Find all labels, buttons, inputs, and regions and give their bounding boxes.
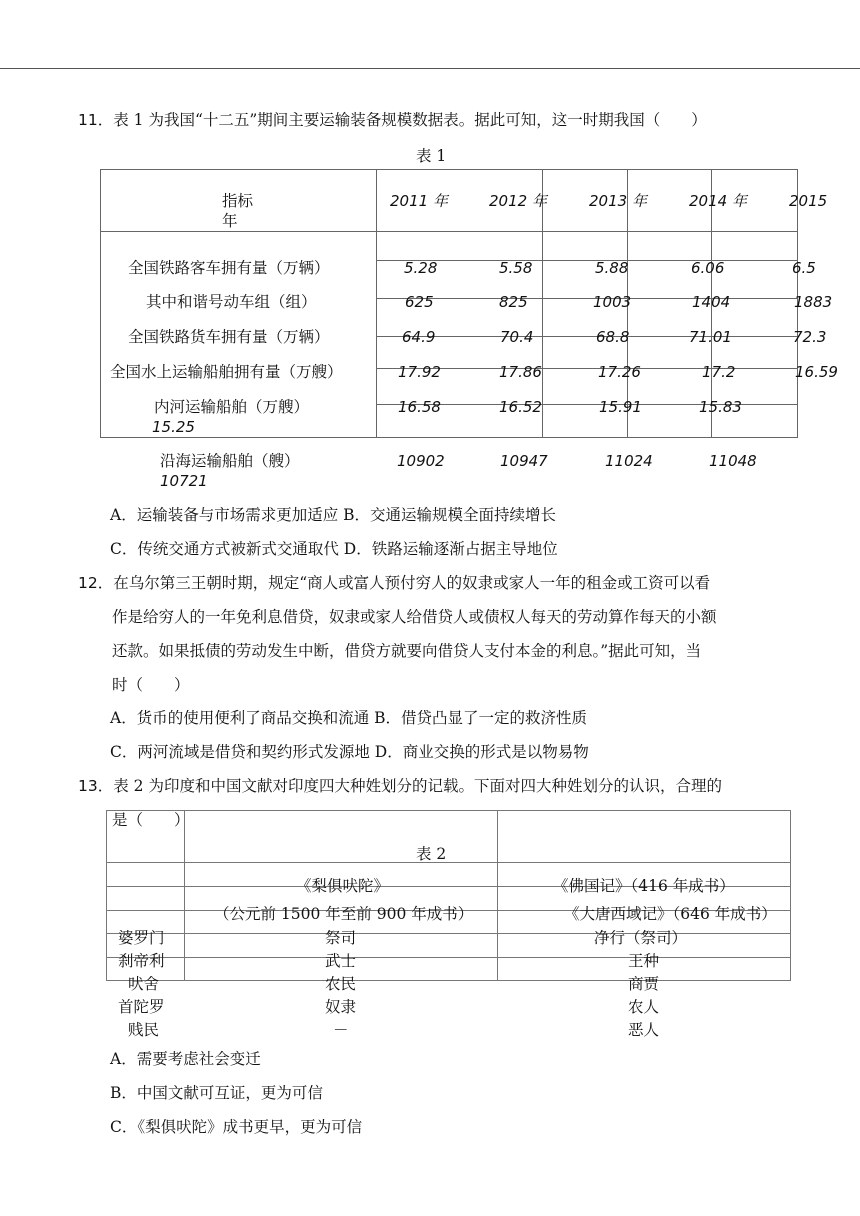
table1-cell: 6.06 [691,259,725,277]
year-header: 2013 年 [589,192,647,210]
q11-stem-text: 表 1 为我国“十二五”期间主要运输装备规模数据表。据此可知，这一时期我国（ ） [113,111,707,129]
table1-cell: 17.2 [702,363,736,381]
q12-stem-line: 作是给穷人的一年免利息借贷，奴隶或家人给借贷人或债权人每天的劳动算作每天的小额 [112,608,717,626]
table2-col1-subtitle: （公元前 1500 年至前 900 年成书） [214,905,474,923]
table1-cell: 68.8 [596,328,630,346]
table2-caste: 婆罗门 [118,929,165,947]
table1-cell: 16.52 [499,398,542,416]
table1-cell: 16.58 [398,398,441,416]
table2-col2-subtitle: 《大唐西域记》（646 年成书） [564,905,777,923]
q12-stem-line: 在乌尔第三王朝时期，规定“商人或富人预付穷人的奴隶或家人一年的租金或工资可以看 [113,574,711,592]
q12-number: 12． [78,574,114,592]
q13-option-a: A．需要考虑社会变迁 [110,1050,261,1068]
q12-stem-line: 还款。如果抵债的劳动发生中断，借贷方就要向借贷人支付本金的利息。”据此可知，当 [112,642,702,660]
q11-options-cd: C．传统交通方式被新式交通取代 D．铁路运输逐渐占据主导地位 [110,540,558,558]
table1-header-sublabel: 年 [222,212,238,230]
table1-row-label: 全国铁路客车拥有量（万辆） [128,259,330,277]
table2-caste: 刹帝利 [118,952,165,970]
q13-stem [78,776,722,796]
year-header: 2014 年 [689,192,747,210]
table1-header-label: 指标 [222,192,254,210]
table1-cell-overflow: 15.25 [152,418,195,436]
table1-cell: 1404 [692,293,731,311]
q12-options-cd: C．两河流域是借贷和契约形式发源地 D．商业交换的形式是以物易物 [110,743,589,761]
table1-cell: 72.3 [793,328,827,346]
table1-cell: 17.26 [598,363,641,381]
q13-number: 13． [78,777,114,795]
table1-cell: 825 [499,293,528,311]
table2-cell: 净行（祭司） [594,929,688,947]
table1-cell: 11024 [605,452,653,470]
table1-cell: 70.4 [500,328,534,346]
table1-cell: 1883 [794,293,833,311]
table2-caste: 首陀罗 [118,998,165,1016]
table1-row-label: 全国铁路货车拥有量（万辆） [128,328,330,346]
table1-row-label: 沿海运输船舶（艘） [160,452,300,470]
year-header: 2011 年 [390,192,448,210]
q13-option-b: B．中国文献可互证，更为可信 [110,1084,323,1102]
table2-col1-title: 《梨俱吠陀》 [296,877,390,895]
table1-cell: 71.01 [689,328,732,346]
year-header: 2015 [789,192,828,210]
table2-cell: 恶人 [628,1021,660,1039]
table1-cell: 17.86 [499,363,542,381]
table2-title: 表 2 [416,845,447,863]
table2-cell: 农民 [325,975,357,993]
table1-cell: 64.9 [402,328,436,346]
table1-row-label: 其中和谐号动车组（组） [146,293,317,311]
table2-caste: 贱民 [128,1021,160,1039]
q13-option-c: C．《梨俱吠陀》成书更早，更为可信 [110,1118,363,1136]
q13-stem-continued: 是（ ） [112,811,190,829]
q13-stem-text: 表 2 为印度和中国文献对印度四大种姓划分的记载。下面对四大种姓划分的认识，合理的 [113,777,722,795]
table2-cell: 商贾 [628,975,660,993]
header-rule [0,68,860,69]
table1-cell: 16.59 [795,363,838,381]
table1-cell: 1003 [593,293,632,311]
year-header: 2012 年 [489,192,547,210]
q11-stem [78,110,707,130]
table1-cell: 10947 [500,452,548,470]
table1-cell: 10902 [397,452,445,470]
table2-caste: 吠舍 [128,975,160,993]
table1-row-label: 内河运输船舶（万艘） [154,398,310,416]
table2-cell: 武士 [325,952,357,970]
q12-stem [78,573,710,593]
table1-cell: 17.92 [398,363,441,381]
table1-cell: 11048 [709,452,757,470]
q12-options-ab: A．货币的使用便利了商品交换和流通 B．借贷凸显了一定的救济性质 [110,709,588,727]
q11-options-ab: A．运输装备与市场需求更加适应 B．交通运输规模全面持续增长 [110,506,557,524]
table1-cell: 15.91 [599,398,642,416]
table1-cell: 5.58 [499,259,533,277]
table1-cell-overflow: 10721 [160,472,208,490]
q11-number: 11． [78,111,114,129]
table1-cell: 5.28 [404,259,438,277]
table2-cell: 农人 [628,998,660,1016]
table2-cell: 祭司 [325,929,357,947]
table1-row-label: 全国水上运输船舶拥有量（万艘） [110,363,343,381]
table2-cell: 奴隶 [325,998,357,1016]
table1-cell: 5.88 [595,259,629,277]
table1-cell: 15.83 [699,398,742,416]
q12-stem-line: 时（ ） [112,676,190,694]
table2-col2-title: 《佛国记》（416 年成书） [553,877,735,895]
table1-cell: 6.5 [792,259,816,277]
table2-cell: 王种 [628,952,660,970]
table2-cell: － [333,1021,349,1039]
table1-title: 表 1 [416,147,447,165]
table1-cell: 625 [405,293,434,311]
